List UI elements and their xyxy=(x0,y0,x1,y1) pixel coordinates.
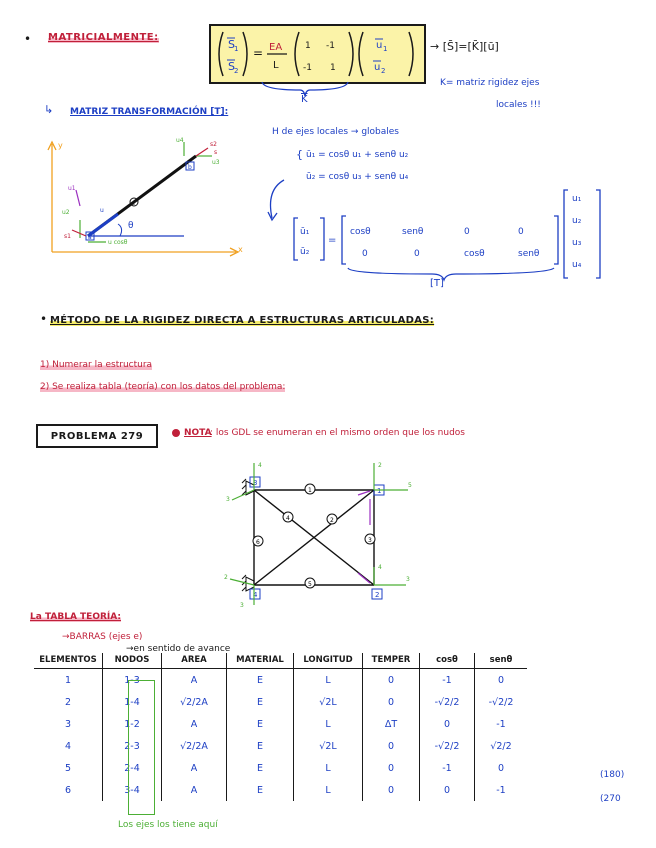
cell: 0 xyxy=(475,669,528,692)
cell: -1 xyxy=(475,713,528,735)
cell: A xyxy=(162,757,227,779)
cell: L xyxy=(294,713,363,735)
cell: 0 xyxy=(420,779,475,801)
cell: 0 xyxy=(475,757,528,779)
table-row xyxy=(34,669,527,692)
node-2: 2 xyxy=(375,591,380,599)
cell: 2 xyxy=(64,696,72,708)
m21: -1 xyxy=(303,63,312,73)
cell: 0 xyxy=(420,713,475,735)
elem-3: 3 xyxy=(368,537,372,544)
elem-6: 6 xyxy=(256,539,260,546)
cell: 0 xyxy=(363,779,420,801)
u2-symbol: u xyxy=(374,62,381,73)
method-title: MÉTODO DE LA RIGIDEZ DIRECTA A ESTRUCTURAS ARTICULADAS: xyxy=(50,315,435,326)
cell: 3-4 xyxy=(103,779,162,801)
bullet: • xyxy=(24,32,32,46)
transform-note: H de ejes locales → globales xyxy=(272,127,399,137)
theory-table xyxy=(34,653,527,801)
cell: E xyxy=(227,669,294,692)
u-cos-label: u cosθ xyxy=(108,239,128,246)
cell: √2/2A xyxy=(162,691,227,713)
k-bar-label: $\overline{K}$ xyxy=(301,94,308,105)
th-sen: senθ xyxy=(475,653,528,669)
dof-tr-h: 5 xyxy=(408,482,412,489)
dof-u3: u3 xyxy=(212,159,220,166)
s2-symbol: S xyxy=(228,60,235,73)
s1-sub: 1 xyxy=(234,45,239,53)
t14: 0 xyxy=(518,227,524,237)
cell: 3 xyxy=(64,718,72,730)
table-row xyxy=(34,779,527,801)
transform-eq1: ū₁ = cosθ u₁ + senθ u₂ xyxy=(306,150,409,160)
cell: √2/2 xyxy=(475,735,528,757)
system-brace: { xyxy=(296,148,303,161)
th-cos: cosθ xyxy=(420,653,475,669)
m22: 1 xyxy=(330,63,336,73)
global-equation: → [S̄]=[K̄][ū] xyxy=(430,40,499,53)
m11: 1 xyxy=(305,41,311,51)
method-step1: 1) Numerar la estructura xyxy=(40,360,153,370)
transform-title: MATRIZ TRANSFORMACIÓN [T]: xyxy=(70,107,229,117)
dof-u1: u1 xyxy=(68,185,76,192)
t13: 0 xyxy=(464,227,470,237)
cell: -√2/2 xyxy=(475,691,528,713)
cell: L xyxy=(294,757,363,779)
u2-sub: 2 xyxy=(381,67,386,75)
cell: -√2/2 xyxy=(420,691,475,713)
th-longitud: LONGITUD xyxy=(294,653,363,669)
cell: L xyxy=(294,669,363,692)
dof-bl-v: 3 xyxy=(240,602,244,609)
table-row xyxy=(34,713,527,735)
table-title: La TABLA TEORÍA: xyxy=(30,612,121,622)
s2-sub: 2 xyxy=(234,67,239,75)
vec-u1: u₁ xyxy=(572,194,582,204)
dof-br-v: 4 xyxy=(378,564,382,571)
axis-x-label: x xyxy=(238,245,243,254)
dof-u2: u2 xyxy=(62,209,70,216)
vec-u4: u₄ xyxy=(572,260,582,270)
t22: 0 xyxy=(414,249,420,259)
cell: √2L xyxy=(294,691,363,713)
bar-element-diagram xyxy=(36,134,246,258)
truss-diagram xyxy=(210,455,420,610)
dof-tr-v: 2 xyxy=(378,462,382,469)
cell: 2-3 xyxy=(103,735,162,757)
node-4: 4 xyxy=(253,591,258,599)
angle-180: (180) xyxy=(600,770,625,780)
u1-sub: 1 xyxy=(383,45,388,53)
stiffness-equation-box xyxy=(209,24,426,84)
nota-text: : los GDL se enumeran en el mismo orden que los nudos xyxy=(210,428,465,438)
hook-arrow: ↳ xyxy=(44,103,54,116)
elem-5: 5 xyxy=(308,581,312,588)
th-material: MATERIAL xyxy=(227,653,294,669)
dof-u4: u4 xyxy=(176,137,184,144)
cell: 1-3 xyxy=(103,669,162,692)
lhs-u2: ū₂ xyxy=(300,247,310,257)
cell: 4 xyxy=(64,740,72,752)
t21: 0 xyxy=(362,249,368,259)
cell: 0 xyxy=(363,735,420,757)
cell: E xyxy=(227,757,294,779)
cell: 6 xyxy=(64,784,72,796)
bullet-method: • xyxy=(40,312,48,326)
table-header-row xyxy=(34,653,527,669)
ea-text: EA xyxy=(269,42,283,53)
th-temper: TEMPER xyxy=(363,653,420,669)
cell: A xyxy=(162,669,227,692)
theta-label: θ xyxy=(128,221,134,231)
node-b: b xyxy=(188,164,192,171)
note-barras: →BARRAS (ejes e) xyxy=(62,632,143,642)
force-s1: s1 xyxy=(64,233,71,240)
dof-tl-v: 4 xyxy=(258,462,262,469)
u-transverse: u xyxy=(100,207,104,214)
cell: E xyxy=(227,735,294,757)
axis-y-label: y xyxy=(58,141,63,150)
vec-u2: u₂ xyxy=(572,216,582,226)
cell: E xyxy=(227,713,294,735)
s-label: s xyxy=(214,149,218,156)
nodes-highlight-box xyxy=(128,680,155,815)
stiffness-equation-svg xyxy=(211,26,424,82)
node-3: 3 xyxy=(253,479,258,487)
matrix-equals: = xyxy=(328,235,337,246)
elem-1: 1 xyxy=(308,487,312,494)
dof-bl-h: 2 xyxy=(224,574,228,581)
t24: senθ xyxy=(518,249,540,259)
s1-symbol: S xyxy=(228,38,235,51)
t12: senθ xyxy=(402,227,424,237)
cell: 2-4 xyxy=(103,757,162,779)
cell: A xyxy=(162,779,227,801)
u-vector-bracket xyxy=(562,186,606,286)
k-definition-line1: K= matriz rigidez ejes xyxy=(440,78,540,88)
equals-sign: = xyxy=(253,46,264,60)
t11: cosθ xyxy=(350,227,371,237)
u1-symbol: u xyxy=(376,40,383,51)
curved-arrow xyxy=(262,176,292,226)
table-row xyxy=(34,735,527,757)
lhs-u1: ū₁ xyxy=(300,227,310,237)
method-step2: 2) Se realiza tabla (teoría) con los datos del problema: xyxy=(40,382,286,392)
problem-label: PROBLEMA 279 xyxy=(36,424,158,448)
cell: √2/2A xyxy=(162,735,227,757)
vec-u3: u₃ xyxy=(572,238,582,248)
cell: L xyxy=(294,779,363,801)
footer-note: Los ejes los tiene aquí xyxy=(118,820,218,830)
elem-2: 2 xyxy=(330,517,334,524)
force-s2: s2 xyxy=(210,141,217,148)
l-text: L xyxy=(273,60,279,71)
t-label: [T] xyxy=(430,278,444,289)
cell: 1 xyxy=(64,674,72,686)
nota-label: NOTA xyxy=(184,428,212,438)
cell: E xyxy=(227,779,294,801)
cell: 0 xyxy=(363,691,420,713)
node-a: a xyxy=(88,234,92,241)
dof-tl-h: 3 xyxy=(226,496,230,503)
cell: -1 xyxy=(420,669,475,692)
cell: 5 xyxy=(64,762,72,774)
transform-eq2: ū₂ = cosθ u₃ + senθ u₄ xyxy=(306,172,409,182)
element-e: e xyxy=(132,201,136,207)
dof-br-h: 3 xyxy=(406,576,410,583)
cell: 0 xyxy=(363,669,420,692)
cell: √2L xyxy=(294,735,363,757)
k-definition-line2: locales !!! xyxy=(496,100,541,110)
cell: A xyxy=(162,713,227,735)
cell: -1 xyxy=(420,757,475,779)
cell: ΔT xyxy=(363,713,420,735)
t23: cosθ xyxy=(464,249,485,259)
cell: -√2/2 xyxy=(420,735,475,757)
table-row xyxy=(34,691,527,713)
nota-dot xyxy=(172,429,180,437)
th-nodos: NODOS xyxy=(103,653,162,669)
th-elementos: ELEMENTOS xyxy=(34,653,103,669)
matricialmente-label: MATRICIALMENTE: xyxy=(48,32,159,43)
angle-270: (270 xyxy=(600,794,621,804)
cell: E xyxy=(227,691,294,713)
th-area: AREA xyxy=(162,653,227,669)
elem-4: 4 xyxy=(286,515,290,522)
cell: 1-4 xyxy=(103,691,162,713)
cell: 0 xyxy=(363,757,420,779)
table-row xyxy=(34,757,527,779)
node-1: 1 xyxy=(377,487,382,495)
cell: 1-2 xyxy=(103,713,162,735)
note-sentido: →en sentido de avance xyxy=(126,644,231,654)
cell: -1 xyxy=(475,779,528,801)
m12: -1 xyxy=(326,41,335,51)
